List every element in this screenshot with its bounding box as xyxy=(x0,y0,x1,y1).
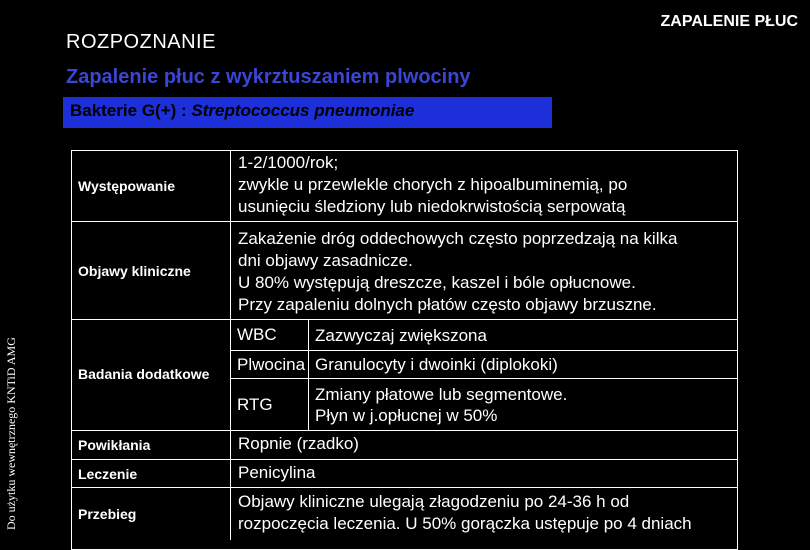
test-result xyxy=(309,379,738,431)
slide-topic-title: ZAPALENIE PŁUC xyxy=(660,13,798,30)
table-row-occurrence xyxy=(71,150,738,221)
test-name: WBC xyxy=(231,320,309,350)
complications-line: Ropnie (rzadko) xyxy=(238,434,359,453)
course-line: rozpoczęcia leczenia. U 50% gorączka ustępuje po 4 dniach xyxy=(238,514,692,533)
treatment-label: Leczenie xyxy=(71,460,231,487)
test-row-wbc xyxy=(231,320,738,350)
course-value xyxy=(231,488,738,535)
test-result xyxy=(309,351,738,378)
course-label: Przebieg xyxy=(71,488,231,540)
table-row-course xyxy=(71,487,738,540)
bacteria-banner xyxy=(63,97,552,128)
complications-value xyxy=(231,431,738,455)
internal-use-note: Do użytku wewnętrznego KNTiD AMG xyxy=(4,337,18,530)
test-name: Plwocina xyxy=(231,351,309,378)
table-row-tests xyxy=(71,319,738,430)
occurrence-line: usunięciu śledziony lub niedokrwistością serpowatą xyxy=(238,197,626,216)
symptoms-line: Zakażenie dróg oddechowych często poprzedzają na kilka xyxy=(238,229,678,248)
bacteria-prefix: Bakterie G(+) : xyxy=(70,101,192,120)
treatment-value xyxy=(231,460,738,484)
test-result-line: Granulocyty i dwoinki (diplokoki) xyxy=(315,355,558,374)
test-row-sputum xyxy=(231,350,738,378)
symptoms-value xyxy=(231,222,738,316)
occurrence-line: 1-2/1000/rok; xyxy=(238,153,339,172)
treatment-line: Penicylina xyxy=(238,463,316,482)
bacteria-species: Streptococcus pneumoniae xyxy=(191,101,415,120)
disease-title: Zapalenie płuc z wykrztuszaniem plwociny xyxy=(66,66,471,88)
table-row-symptoms xyxy=(71,221,738,319)
occurrence-value xyxy=(231,150,738,218)
table-row-complications xyxy=(71,430,738,459)
symptoms-label: Objawy kliniczne xyxy=(71,222,231,319)
table-row-treatment xyxy=(71,459,738,487)
test-row-xray xyxy=(231,378,738,431)
complications-label: Powikłania xyxy=(71,431,231,459)
symptoms-line: U 80% występują dreszcze, kaszel i bóle opłucnowe. xyxy=(238,273,636,292)
test-result-line: Zmiany płatowe lub segmentowe. xyxy=(315,385,568,404)
diagnosis-heading: ROZPOZNANIE xyxy=(66,31,216,53)
symptoms-line: dni objawy zasadnicze. xyxy=(238,251,413,270)
test-result-line: Płyn w j.opłucnej w 50% xyxy=(315,406,498,425)
occurrence-line: zwykle u przewlekle chorych z hipoalbuminemią, po xyxy=(238,175,628,194)
tests-label: Badania dodatkowe xyxy=(71,320,231,430)
test-result xyxy=(309,320,738,350)
test-name: RTG xyxy=(231,379,309,431)
test-result-line: Zazwyczaj zwiększona xyxy=(315,325,487,345)
course-line: Objawy kliniczne ulegają złagodzeniu po 24-36 h od xyxy=(238,492,630,511)
occurrence-label: Występowanie xyxy=(71,150,231,221)
symptoms-line: Przy zapaleniu dolnych płatów często objawy brzuszne. xyxy=(238,295,657,314)
